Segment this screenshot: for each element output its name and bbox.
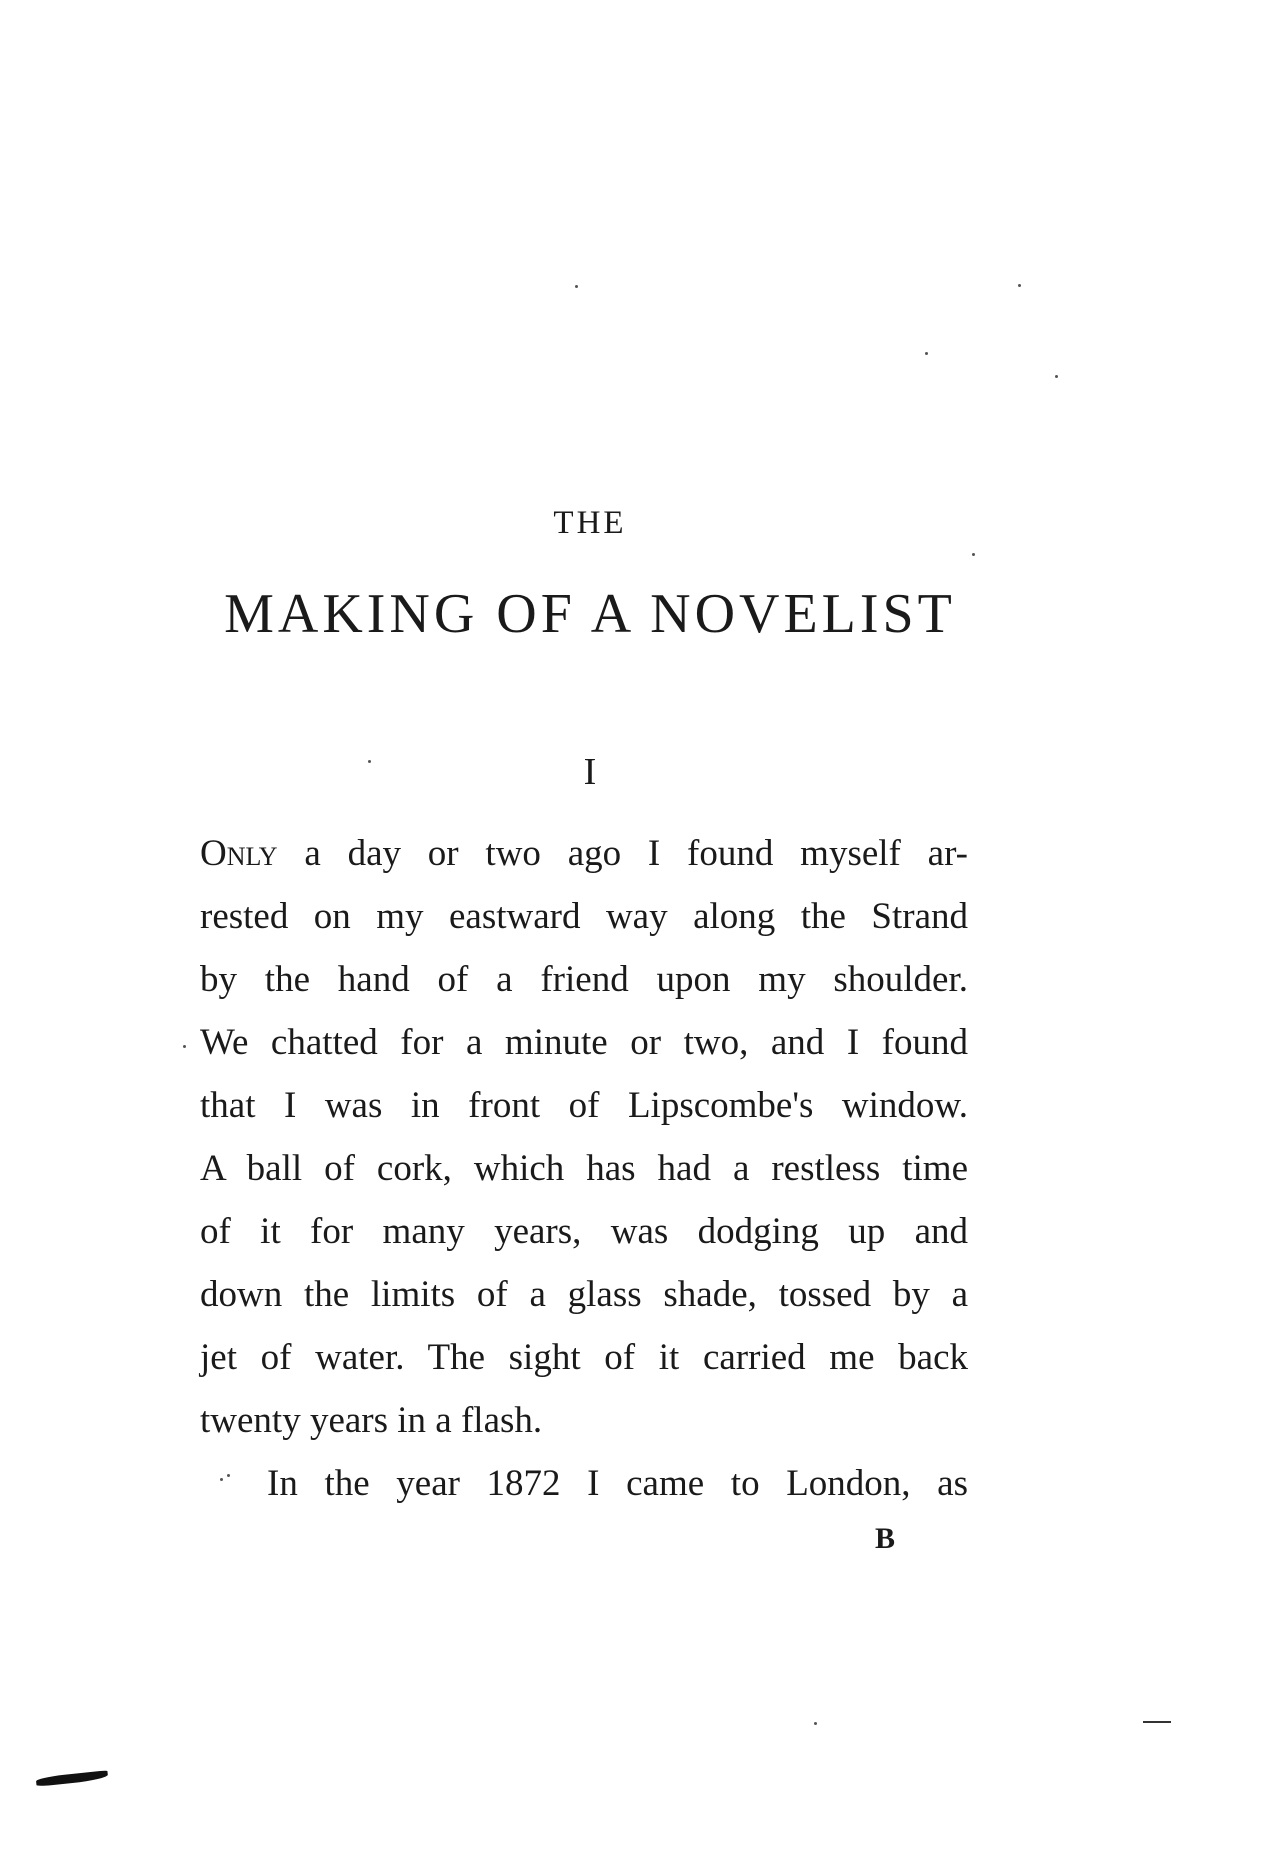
paragraph-line: that I was in front of Lipscombe's window. [200, 1085, 968, 1126]
page-title: MAKING OF A NOVELIST [224, 583, 956, 645]
print-speck [227, 1474, 230, 1477]
print-speck [814, 1722, 817, 1725]
print-speck [575, 285, 578, 288]
paragraph-line: jet of water. The sight of it carried me back [200, 1337, 968, 1378]
paragraph-line: by the hand of a friend upon my shoulder. [200, 959, 968, 1000]
paragraph-line: down the limits of a glass shade, tossed by a [200, 1274, 968, 1315]
print-speck [1055, 375, 1058, 378]
print-speck [183, 1045, 186, 1048]
lead-word: Only [200, 833, 278, 874]
print-speck [925, 352, 928, 355]
paragraph-line: twenty years in a flash. [200, 1400, 543, 1441]
chapter-number: I [583, 751, 597, 793]
print-speck [972, 553, 975, 556]
paragraph-line: rested on my eastward way along the Strand [200, 896, 968, 937]
print-mark [1143, 1721, 1171, 1723]
paragraph-line: In the year 1872 I came to London, as [267, 1463, 968, 1504]
paragraph-line: We chatted for a minute or two, and I found [200, 1022, 968, 1063]
ink-smudge [36, 1770, 109, 1786]
print-speck [368, 760, 371, 763]
print-speck [220, 1478, 223, 1481]
paragraph-line [200, 832, 968, 876]
line-text: a day or two ago I found myself ar- [277, 833, 968, 874]
title-prefix: THE [553, 505, 627, 541]
signature-mark: B [874, 1522, 895, 1555]
print-speck [1018, 284, 1021, 287]
paragraph-line: of it for many years, was dodging up and [200, 1211, 968, 1252]
paragraph-line: A ball of cork, which has had a restless time [200, 1148, 968, 1189]
